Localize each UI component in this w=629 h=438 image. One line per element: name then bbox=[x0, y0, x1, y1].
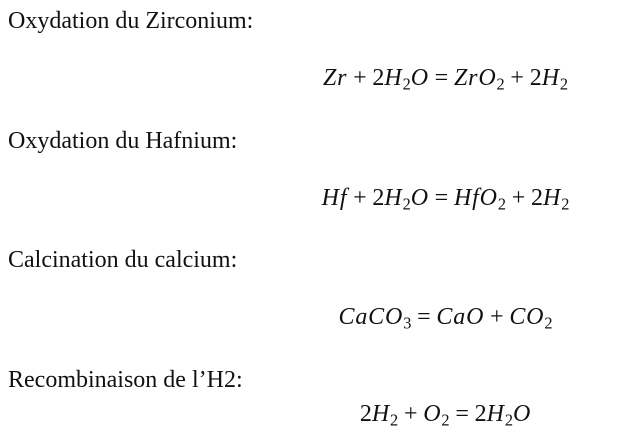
equation-term: 2 bbox=[544, 313, 553, 333]
equation-term: 2 bbox=[529, 65, 542, 91]
equation-operator: + bbox=[510, 65, 524, 91]
equation-term: 2 bbox=[474, 400, 487, 427]
equation-term: 2 bbox=[531, 184, 544, 211]
equation-operator: = bbox=[434, 184, 449, 211]
equation-term: O bbox=[512, 400, 532, 427]
equation-term: 3 bbox=[403, 313, 412, 333]
section-label: Oxydation du Hafnium: bbox=[8, 127, 238, 154]
equation-term: 2 bbox=[497, 194, 506, 214]
equation-operator: = bbox=[455, 400, 469, 427]
equation-term: H bbox=[371, 400, 391, 427]
equation-operator: = bbox=[417, 304, 431, 331]
equation bbox=[8, 60, 629, 103]
equation-term: Hf bbox=[321, 184, 348, 211]
equation-term: 2 bbox=[559, 74, 569, 94]
section-label: Calcination du calcium: bbox=[8, 247, 238, 274]
equation-operator: = bbox=[434, 65, 449, 91]
equation-term: H bbox=[384, 184, 403, 211]
equation-term: H bbox=[541, 65, 560, 91]
equation-term: H bbox=[384, 65, 403, 91]
equation-term: 2 bbox=[390, 410, 399, 430]
equation-term: ZrO bbox=[453, 65, 497, 91]
equation-term: CaO bbox=[436, 304, 485, 331]
equation bbox=[8, 180, 629, 223]
reaction-section bbox=[8, 8, 629, 103]
equation-term: CO bbox=[509, 304, 545, 331]
equation bbox=[8, 299, 629, 342]
equation bbox=[8, 396, 629, 438]
equation-term: 2 bbox=[504, 410, 513, 430]
equation-term: 2 bbox=[402, 194, 411, 214]
equation-term: 2 bbox=[561, 194, 570, 214]
equation-term: CaCO bbox=[338, 304, 404, 331]
equation-operator: + bbox=[353, 65, 367, 91]
equation-term: H bbox=[486, 400, 505, 427]
reaction-section bbox=[8, 128, 629, 223]
equation-operator: + bbox=[511, 184, 526, 211]
equation-term: 2 bbox=[441, 410, 450, 430]
equation-term: HfO bbox=[453, 184, 498, 211]
reaction-section bbox=[8, 247, 629, 342]
equation-term: 2 bbox=[372, 184, 385, 211]
section-label: Recombinaison de l’H2: bbox=[8, 366, 243, 393]
equation-operator: + bbox=[353, 184, 367, 211]
equation-term: 2 bbox=[496, 74, 505, 94]
equation-term: Zr bbox=[322, 65, 348, 91]
equation-term: H bbox=[543, 184, 562, 211]
reaction-section bbox=[8, 367, 629, 438]
equation-term: 2 bbox=[359, 400, 372, 427]
equation-operator: + bbox=[490, 304, 504, 331]
equation-term: O bbox=[410, 184, 429, 211]
equation-term: O bbox=[410, 65, 429, 91]
equation-operator: + bbox=[403, 400, 418, 427]
section-label: Oxydation du Zirconium: bbox=[8, 8, 254, 34]
equation-term: O bbox=[423, 400, 442, 427]
equation-term: 2 bbox=[402, 74, 411, 94]
equation-term: 2 bbox=[372, 65, 385, 91]
